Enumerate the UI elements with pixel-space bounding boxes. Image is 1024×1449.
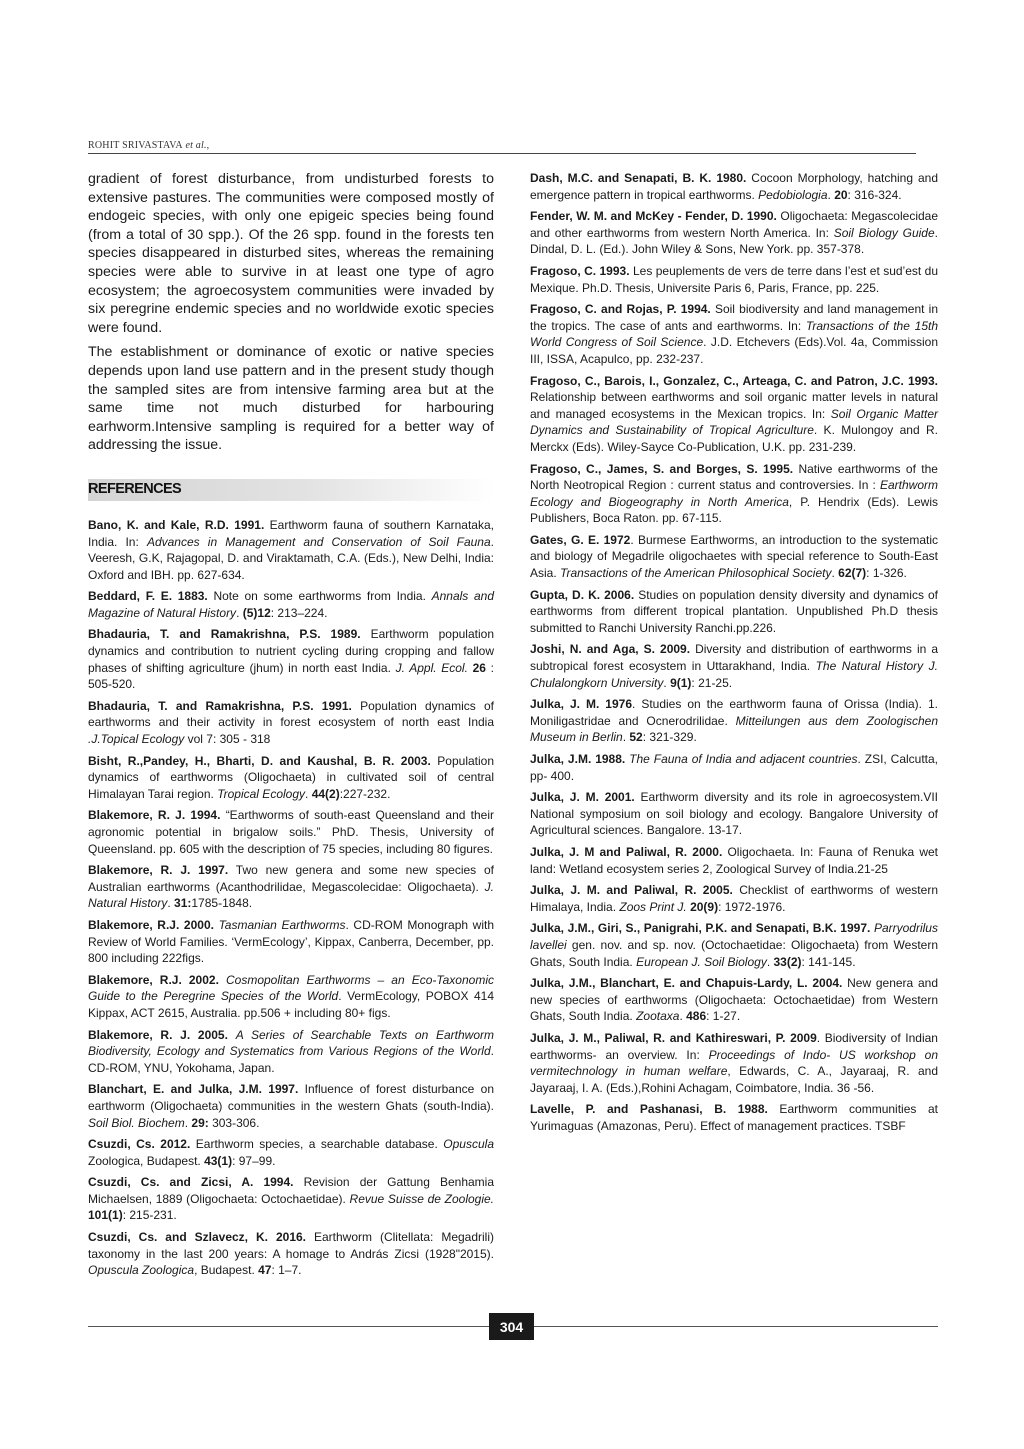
reference-text: Les peuplements de vers de terre dans l’est et sud’est du Mexique. Ph.D. Thesis, Universite Paris 6, Paris, France, pp. 225. — [530, 263, 938, 295]
reference-text: Population dynamics of earthworms and their activity in forest ecosystem of north east India — [88, 698, 494, 730]
reference-volume: 9(1) — [670, 675, 692, 690]
reference-volume: 43(1) — [204, 1153, 233, 1168]
reference-title: A Series of Searchable Texts on Earthworm Biodiversity, Ecology and Systematics from Various Regions of the World — [88, 1027, 495, 1059]
reference-text: . ZSI, Calcutta, pp- 400. — [530, 752, 939, 783]
reference-text: , Edwards, C. A., Jayaraaj, R. and Jayaraaj, I. A. (Eds.),Rohini Achagam, Coimbatore, India. 36 -56. — [530, 1064, 938, 1095]
references-list-left — [88, 517, 494, 1279]
reference-entry — [88, 1081, 494, 1131]
reference-entry — [88, 626, 494, 692]
reference-authors: Csuzdi, Cs. and Zicsi, A. 1994. — [88, 1175, 294, 1190]
body-paragraph-2: The establishment or dominance of exotic or native species depends upon land use pattern and in the present study though the sampled sites are from intensive farming area but at the same time not much disturbed for harbouring earhworm.Intensive sampling is required for a better way of addressing the issue. — [88, 344, 494, 454]
reference-text: : 1-27. — [706, 1009, 741, 1024]
reference-text: . — [663, 675, 671, 690]
reference-title: Cosmopolitan Earthworms – an Eco-Taxonomic Guide to the Peregrine Species of the World — [88, 972, 494, 1004]
reference-volume: (5)12 — [242, 605, 271, 620]
reference-authors: Gates, G. E. 1972 — [530, 532, 631, 547]
reference-text: Revision der Gattung Benhamia Michaelsen, 1889 (Oligochaeta: Octochaetidae). — [88, 1175, 495, 1206]
footer-divider-left — [88, 1326, 489, 1327]
reference-title: Transactions of the 15th World Congress of Soil Science — [530, 318, 938, 350]
reference-text: : 141-145. — [801, 954, 856, 969]
reference-volume: 47 — [258, 1263, 272, 1278]
reference-volume: 101(1) — [88, 1208, 123, 1223]
reference-text: Earthworm (Clitellata: Megadrili) taxonomy in the last 200 years: A homage to András Zicsi (1928"2015). — [88, 1230, 494, 1261]
reference-authors: Blakemore, R. J. 2005. — [88, 1027, 228, 1042]
reference-authors: Gupta, D. K. 2006. — [530, 587, 635, 602]
reference-volume: 33(2) — [773, 954, 802, 969]
reference-text: . — [827, 187, 835, 202]
reference-text: Diversity and distribution of earthworms in a subtropical forest ecosystem in Uttarakhand, India. — [530, 642, 938, 674]
reference-text: Studies on population density diversity and dynamics of earthworms from different tropical plantation. Unpublished Ph.D thesis submitted to Ranchi University Ranchi.pp.226. — [530, 587, 938, 635]
reference-text: . — [167, 896, 175, 911]
reference-title: Earthworm Ecology and Biogeography in North America — [530, 478, 938, 509]
references-heading-bar — [88, 479, 494, 501]
reference-text: . Dindal, D. L. (Ed.). John Wiley & Sons, New York. pp. 357-378. — [530, 225, 938, 257]
reference-entry — [530, 975, 938, 1025]
reference-text: “Earthworms of south-east Queensland and their agronomic potential in brigalow soils.” PhD. Thesis, University of Queensland. pp. 605 with the description of 75 species, including 80 figures. — [88, 808, 494, 856]
reference-text: vol 7: 305 - 318 — [184, 732, 271, 747]
references-list-right — [530, 170, 938, 1134]
reference-authors: Beddard, F. E. 1883. — [88, 589, 208, 604]
reference-authors: Bisht, R.,Pandey, H., Bharti, D. and Kaushal, B. R. 2003. — [88, 753, 431, 768]
reference-authors: Lavelle, P. and Pashanasi, B. 1988. — [530, 1102, 768, 1117]
reference-text: , P. Hendrix (Eds). Lewis Publishers, Boca Raton. pp. 67-115. — [530, 494, 938, 526]
reference-entry — [530, 1101, 938, 1134]
reference-authors: Blakemore, R.J. 2000. — [88, 917, 214, 932]
reference-title: Advances in Management and Conservation of Soil Fauna — [146, 534, 491, 549]
reference-authors: Julka, J. M. and Paliwal, R. 2005. — [530, 883, 733, 898]
reference-text: : 505-520. — [88, 660, 495, 692]
reference-authors: Blakemore, R. J. 1994. — [88, 808, 221, 823]
reference-entry — [530, 882, 938, 915]
reference-volume: 26 — [472, 660, 486, 675]
reference-entry — [88, 917, 494, 967]
reference-authors: Fragoso, C. and Rojas, P. 1994. — [530, 302, 711, 317]
reference-title: The Natural History J. Chulalongkorn University — [530, 659, 938, 690]
reference-text: Influence of forest disturbance on earthworm (Oligochaeta) communities in the western Ghats (south-India). — [88, 1082, 494, 1113]
reference-title: Opuscula — [443, 1137, 494, 1152]
reference-authors: Julka, J.M., Blanchart, E. and Chapuis-Lardy, L. 2004. — [530, 976, 843, 991]
reference-authors: Dash, M.C. and Senapati, B. K. 1980. — [530, 171, 747, 185]
reference-text: : 215-231. — [122, 1208, 177, 1223]
reference-text: Earthworm diversity and its role in agroecosystem.VII National symposium on soil biology and ecology. Bangalore University of Agricultural sciences. Bangalore. 13-17. — [530, 790, 939, 838]
reference-title: Opuscula Zoologica — [88, 1263, 195, 1278]
reference-entry — [88, 1136, 494, 1169]
reference-text: : 1972-1976. — [718, 899, 786, 914]
reference-title: .J.Topical Ecology — [88, 732, 185, 747]
reference-title: Zootaxa — [636, 1009, 680, 1024]
reference-authors: Fragoso, C., Barois, I., Gonzalez, C., Arteaga, C. and Patron, J.C. 1993. — [530, 373, 938, 388]
reference-text: : 21-25. — [691, 675, 733, 690]
reference-text: Oligochaeta: Megascolecidae and other earthworms from western North America. In: — [530, 209, 939, 240]
reference-text: . Veeresh, G.K, Rajagopal, D. and Viraktamath, C.A. (Eds.), New Delhi, India: Oxford and IBH. pp. 627-634. — [88, 534, 494, 582]
reference-authors: Blakemore, R. J. 1997. — [88, 863, 229, 878]
reference-volume: 486 — [686, 1009, 707, 1024]
reference-authors: Julka, J. M. 1976 — [530, 697, 633, 712]
reference-volume: 52 — [629, 730, 643, 745]
reference-text: Native earthworms of the North Neotropical Region : current status and controversies. In : — [530, 461, 938, 493]
reference-title: Proceedings of Indo- US workshop on vermitechnology in human welfare — [530, 1047, 938, 1079]
reference-entry — [530, 751, 938, 784]
references-heading: REFERENCES — [88, 480, 182, 497]
reference-title: Revue Suisse de Zoologie. — [349, 1191, 495, 1206]
reference-text: . — [236, 605, 243, 620]
reference-text: Soil biodiversity and land management in the tropics. The case of ants and earthworms. In: — [530, 302, 938, 333]
reference-title: J. Appl. Ecol. — [395, 660, 468, 675]
reference-text: Earthworm population dynamics and contribution to nutrient cycling during cropping and fallow phases of shifting agriculture (jhum) in north east India. — [88, 627, 494, 675]
reference-text: Note on some earthworms from India. — [207, 589, 432, 604]
reference-entry — [530, 1030, 938, 1096]
reference-text: : 1-326. — [866, 566, 907, 581]
reference-text: . Biodiversity of Indian earthworms- an overview. In: — [530, 1030, 938, 1062]
reference-authors: Julka, J.M., Giri, S., Panigrahi, P.K. and Senapati, B.K. 1997. — [530, 921, 871, 936]
reference-title: Mitteilungen aus dem Zoologischen Museum in Berlin — [530, 713, 939, 745]
reference-text: Oligochaeta. In: Fauna of Renuka wet land: Wetland ecosystem series 2, Zoological Survey of India.21-25 — [530, 844, 938, 876]
reference-text: . — [305, 786, 312, 801]
reference-entry — [530, 208, 938, 258]
reference-text: . Burmese Earthworms, an introduction to the systematic and biology of Megadrile oligochaetes with special reference to South-East Asia. — [530, 532, 939, 581]
reference-authors: Joshi, N. and Aga, S. 2009. — [530, 642, 691, 657]
reference-text: : 321-329. — [642, 730, 697, 745]
reference-authors: Julka, J. M. 2001. — [530, 790, 635, 805]
reference-text: 1785-1848. — [191, 896, 253, 911]
reference-authors: Julka, J. M., Paliwal, R. and Kathireswari, P. 2009 — [530, 1030, 817, 1045]
reference-entry — [88, 807, 494, 857]
reference-entry — [530, 696, 938, 746]
reference-entry — [88, 517, 494, 583]
footer-divider-right — [534, 1326, 938, 1327]
reference-entry — [88, 862, 494, 912]
reference-entry — [530, 263, 938, 296]
reference-authors: Fragoso, C. 1993. — [530, 263, 630, 278]
reference-text: . CD-ROM Monograph with Review of World Families. ‘VermEcology’, Kippax, Canberra, December, pp. 800 including 222figs. — [88, 917, 495, 966]
reference-entry — [530, 373, 938, 456]
reference-entry — [88, 753, 494, 803]
reference-text: . J.D. Etchevers (Eds).Vol. 4a, Commission III, ISSA, Acapulco, pp. 232-237. — [530, 335, 938, 366]
reference-entry — [88, 1229, 494, 1279]
reference-authors: Fragoso, C., James, S. and Borges, S. 1995. — [530, 461, 794, 476]
reference-entry — [530, 461, 938, 527]
reference-text: Population dynamics of earthworms (Oligochaeta) in cultivated soil of central Himalayan Tarai region. — [88, 753, 495, 801]
reference-text: 303-306. — [208, 1115, 260, 1130]
reference-entry — [530, 532, 938, 582]
reference-entry — [530, 587, 938, 637]
reference-authors: Bhadauria, T. and Ramakrishna, P.S. 1991. — [88, 698, 352, 713]
reference-title: Soil Biology Guide — [833, 225, 935, 240]
reference-text: . — [766, 954, 774, 969]
reference-title: The Fauna of India and adjacent countries — [629, 752, 858, 766]
reference-title: European J. Soil Biology — [636, 954, 767, 969]
reference-title: J. Natural History — [88, 879, 494, 911]
reference-title: Soil Biol. Biochem — [88, 1115, 185, 1130]
reference-title: Soil Organic Matter Dynamics and Sustainability of Tropical Agriculture — [530, 406, 938, 438]
reference-text: Earthworm fauna of southern Karnataka, India. In: — [88, 517, 494, 549]
reference-text: Earthworm species, a searchable database. — [190, 1137, 444, 1152]
reference-text: . — [831, 566, 839, 581]
reference-entry — [530, 844, 938, 877]
reference-text: . VermEcology, POBOX 414 Kippax, ACT 2615, Australia. pp.506 + including 80+ figs. — [88, 989, 495, 1020]
header-divider — [88, 153, 916, 154]
reference-entry — [88, 588, 494, 621]
reference-title: Parryodrilus lavellei — [530, 921, 938, 952]
reference-text — [228, 1028, 236, 1042]
reference-text: : 97–99. — [232, 1153, 276, 1168]
reference-text: . K. Mulongoy and R. Merckx (Eds). Wiley-Sayce Co-Publication, U.K. pp. 231-239. — [530, 423, 939, 454]
reference-volume: 31: — [174, 896, 192, 911]
reference-text: :227-232. — [339, 786, 391, 801]
reference-text: . — [679, 1009, 687, 1024]
reference-text: Zoologica, Budapest. — [88, 1153, 205, 1168]
reference-volume: 44(2) — [311, 786, 340, 801]
reference-authors: Csuzdi, Cs. 2012. — [88, 1137, 191, 1152]
reference-entry — [88, 1174, 494, 1224]
reference-authors: Bano, K. and Kale, R.D. 1991. — [88, 517, 265, 532]
reference-volume: 20 — [834, 187, 848, 202]
running-head: ROHIT SRIVASTAVA et al., — [88, 140, 210, 151]
reference-authors: Bhadauria, T. and Ramakrishna, P.S. 1989. — [88, 627, 361, 642]
reference-text: : 316-324. — [847, 187, 902, 202]
reference-text: : 1–7. — [271, 1263, 302, 1278]
left-column — [88, 170, 494, 1284]
reference-volume: 62(7) — [838, 566, 867, 581]
reference-text: Two new genera and some new species of Australian earthworms (Acanthodrilidae, Megascolecidae: Oligochaeta). — [88, 863, 494, 894]
right-column — [530, 170, 938, 1139]
reference-title: Tasmanian Earthworms — [218, 917, 346, 932]
reference-entry — [88, 972, 494, 1022]
reference-authors: Blanchart, E. and Julka, J.M. 1997. — [88, 1082, 299, 1097]
reference-entry — [530, 641, 938, 691]
reference-title: Annals and Magazine of Natural History — [88, 589, 495, 620]
reference-authors: Julka, J. M and Paliwal, R. 2000. — [530, 844, 723, 859]
reference-entry — [530, 920, 938, 970]
reference-text: . Studies on the earthworm fauna of Orissa (India). 1. Moniligastridae and Ocnerodrilidae. — [530, 697, 939, 728]
reference-authors: Csuzdi, Cs. and Szlavecz, K. 2016. — [88, 1230, 306, 1245]
reference-title: Pedobiologia — [758, 187, 828, 202]
reference-entry — [530, 301, 938, 367]
reference-entry — [530, 789, 938, 839]
reference-title: Zoos Print J. — [619, 899, 687, 914]
reference-text: Relationship between earthworms and soil organic matter levels in natural and managed ecosystems in the Mexican tropics. In: — [530, 390, 938, 421]
reference-authors: Julka, J.M. 1988. — [530, 752, 626, 766]
reference-text: Earthworm communities at Yurimaguas (Amazonas, Peru). Effect of management practices. TSBF — [530, 1102, 938, 1133]
reference-text: , Budapest. — [194, 1263, 259, 1278]
reference-title: Transactions of the American Philosophical Society — [560, 566, 832, 581]
body-paragraph-1: gradient of forest disturbance, from undisturbed forests to extensive pastures. The communities were composed mostly of endogeic species, with only one epigeic species being found (from a total of 30 spp.). Of the 26 spp. found in the forests ten species disappeared in disturbed sites, whereas the remaining species were able to survive in at least one type of agro ecosystem; the agroecosystem communities were invaded by six peregrine endemic species and no worldwide exotic species were found. — [88, 171, 494, 336]
reference-authors: Fender, W. M. and McKey - Fender, D. 1990. — [530, 209, 777, 224]
reference-authors: Blakemore, R.J. 2002. — [88, 972, 219, 987]
reference-text: : 213–224. — [270, 605, 328, 620]
reference-entry — [88, 698, 494, 748]
reference-text: . — [622, 730, 630, 745]
page-number: 304 — [489, 1313, 534, 1340]
reference-text: Cocoon Morphology, hatching and emergence pattern in tropical earthworms. — [530, 171, 938, 202]
reference-text — [219, 973, 226, 987]
reference-text: . — [184, 1115, 192, 1130]
reference-volume: 29: — [191, 1115, 209, 1130]
reference-title: Tropical Ecology — [217, 786, 306, 801]
reference-text: gen. nov. and sp. nov. (Octochaetidae: Oligochaeta) from Western Ghats, South India. — [530, 937, 938, 969]
reference-entry — [88, 1027, 494, 1077]
reference-text: New genera and new species of earthworms (Oligochaeta: Octochaetidae) from Western Ghats, South India. — [530, 976, 938, 1024]
reference-text: . CD-ROM, YNU, Yokohama, Japan. — [88, 1044, 494, 1075]
reference-entry — [530, 170, 938, 203]
reference-text: Checklist of earthworms of western Himalaya, India. — [530, 883, 938, 914]
reference-volume: 20(9) — [690, 899, 719, 914]
